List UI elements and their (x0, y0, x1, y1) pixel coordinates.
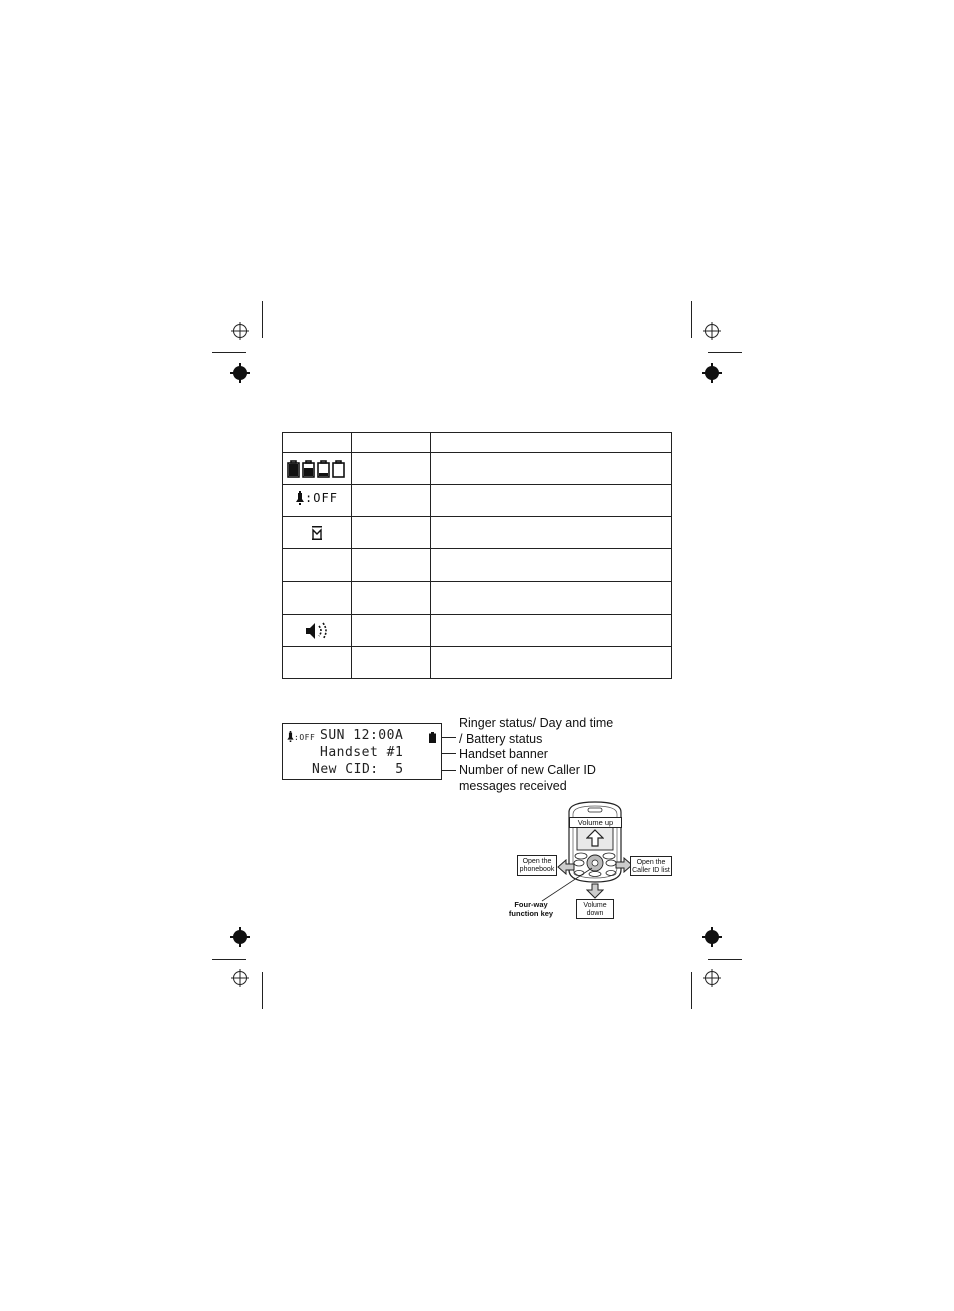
arrow-up-icon (586, 829, 604, 847)
lcd-ringer-status: :OFF (294, 733, 316, 742)
table-cell (352, 615, 431, 647)
table-cell (283, 549, 352, 582)
registration-dot-icon (705, 930, 719, 944)
callout-text: Ringer status/ Day and time (459, 716, 614, 730)
callout-ringer-status (459, 715, 613, 747)
label-text: phonebook (519, 866, 555, 873)
registration-dot-icon (233, 366, 247, 380)
table-row (283, 647, 672, 679)
table-row (283, 615, 672, 647)
registration-target-icon (703, 969, 721, 987)
table-cell (431, 517, 672, 549)
table-cell (352, 453, 431, 485)
registration-dot-icon (233, 930, 247, 944)
table-header-row (283, 433, 672, 453)
table-cell (431, 549, 672, 582)
table-cell (431, 582, 672, 615)
callout-text: messages received (459, 779, 567, 793)
label-four-way-key (505, 900, 557, 918)
table-cell (352, 549, 431, 582)
lcd-display (282, 723, 442, 780)
callout-handset-banner: Handset banner (459, 747, 548, 761)
table-cell (352, 517, 431, 549)
label-text: Open the (522, 858, 552, 865)
table-cell (352, 647, 431, 679)
battery-icon (429, 732, 436, 743)
table-row (283, 582, 672, 615)
callout-leader (442, 753, 456, 754)
callout-text: Number of new Caller ID (459, 763, 596, 777)
table-cell (283, 615, 352, 647)
label-volume-up: Volume up (569, 817, 622, 828)
table-cell (431, 647, 672, 679)
table-cell (352, 433, 431, 453)
label-open-caller-id (630, 856, 672, 876)
table-cell (431, 615, 672, 647)
callout-new-cid (459, 762, 596, 794)
callout-leader (442, 770, 456, 771)
display-icon-table (282, 432, 672, 679)
table-row (283, 453, 672, 485)
bell-icon (287, 731, 294, 742)
table-cell (431, 485, 672, 517)
message-m-icon (312, 526, 322, 540)
table-cell (431, 453, 672, 485)
table-cell (352, 485, 431, 517)
table-cell (283, 582, 352, 615)
table-cell (283, 433, 352, 453)
label-text: down (586, 910, 604, 917)
registration-target-icon (703, 322, 721, 340)
leader-line (540, 865, 596, 905)
registration-target-icon (231, 969, 249, 987)
callout-text: / Battery status (459, 732, 543, 746)
speakerphone-icon (305, 621, 329, 641)
table-cell (431, 433, 672, 453)
lcd-new-cid: New CID: 5 (312, 762, 404, 777)
callout-leader (442, 737, 456, 738)
registration-dot-icon (705, 366, 719, 380)
lcd-day-time: SUN 12:00A (320, 728, 404, 743)
table-cell (352, 582, 431, 615)
label-text: function key (508, 909, 554, 918)
table-row (283, 549, 672, 582)
battery-levels-icon (286, 459, 348, 479)
table-cell (283, 647, 352, 679)
label-text: Volume (583, 902, 607, 909)
table-row (283, 517, 672, 549)
bell-icon (296, 491, 304, 505)
ringer-off-text: :OFF (305, 491, 338, 505)
registration-target-icon (231, 322, 249, 340)
lcd-handset-banner: Handset #1 (320, 745, 404, 760)
table-cell (283, 485, 352, 517)
label-text: Four-way (514, 900, 548, 909)
table-cell (283, 517, 352, 549)
label-text: Caller ID list (632, 867, 670, 874)
label-text: Open the (636, 859, 666, 866)
table-row (283, 485, 672, 517)
table-cell (283, 453, 352, 485)
